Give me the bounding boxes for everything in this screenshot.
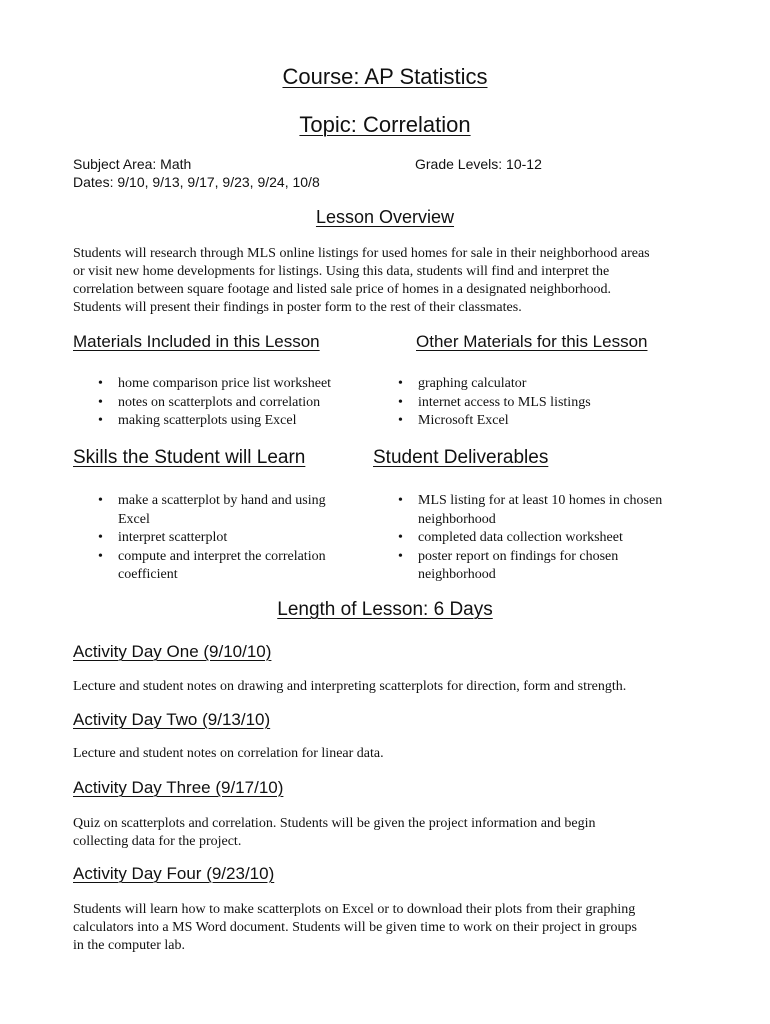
list-item: • graphing calculator [396,375,696,394]
list-item: • notes on scatterplots and correlation [96,394,376,413]
list-item: • internet access to MLS listings [396,394,696,413]
other-materials-heading: Other Materials for this Lesson [416,332,648,351]
materials-included-heading: Materials Included in this Lesson [73,332,320,351]
overview-paragraph: Students will research through MLS online listings for used homes for sale in their neighborhood areas or visit new home developments for listings. Using this data, students will find and interpret the correlation between square footage and listed sale price of homes in a designated neighborhood. Students will present their findings in poster form to the rest of their classmates. [73,246,650,315]
skills-heading: Skills the Student will Learn [73,447,306,468]
topic-title: Topic: Correlation [299,112,471,137]
overview-heading: Lesson Overview [315,207,455,227]
grade-levels: Grade Levels: 10-12 [415,156,542,172]
course-title: Course: AP Statistics [282,64,488,89]
skills-list [96,492,358,585]
activity-day-two-text: Lecture and student notes on correlation for linear data. [73,746,384,761]
materials-included-list [96,375,376,431]
deliverables-heading: Student Deliverables [373,447,549,468]
list-item: • completed data collection worksheet [396,529,694,548]
list-item: • interpret scatterplot [96,529,358,548]
subject-area: Subject Area: Math [73,156,192,172]
list-item: • make a scatterplot by hand and using Excel [96,492,358,529]
deliverables-list [396,492,694,585]
list-item: • MLS listing for at least 10 homes in chosen neighborhood [396,492,694,529]
lesson-dates: Dates: 9/10, 9/13, 9/17, 9/23, 9/24, 10/8 [73,174,320,190]
list-item: • Microsoft Excel [396,412,696,431]
other-materials-list [396,375,696,431]
activity-day-one-text: Lecture and student notes on drawing and interpreting scatterplots for direction, form and strength. [73,679,627,694]
activity-day-four-heading: Activity Day Four (9/23/10) [73,864,275,883]
activity-day-three-text: Quiz on scatterplots and correlation. Students will be given the project information and begin collecting data for the project. [73,816,596,849]
list-item: • home comparison price list worksheet [96,375,376,394]
list-item: • compute and interpret the correlation coefficient [96,548,358,585]
activity-day-three-heading: Activity Day Three (9/17/10) [73,778,284,797]
list-item: • poster report on findings for chosen neighborhood [396,548,694,585]
activity-day-two-heading: Activity Day Two (9/13/10) [73,710,271,729]
list-item: • making scatterplots using Excel [96,412,376,431]
activity-day-four-text: Students will learn how to make scatterplots on Excel or to download their plots from their graphing calculators into a MS Word document. Students will be given time to work on their project in groups in the computer lab. [73,902,637,953]
length-heading: Length of Lesson: 6 Days [277,599,493,620]
activity-day-one-heading: Activity Day One (9/10/10) [73,642,272,661]
